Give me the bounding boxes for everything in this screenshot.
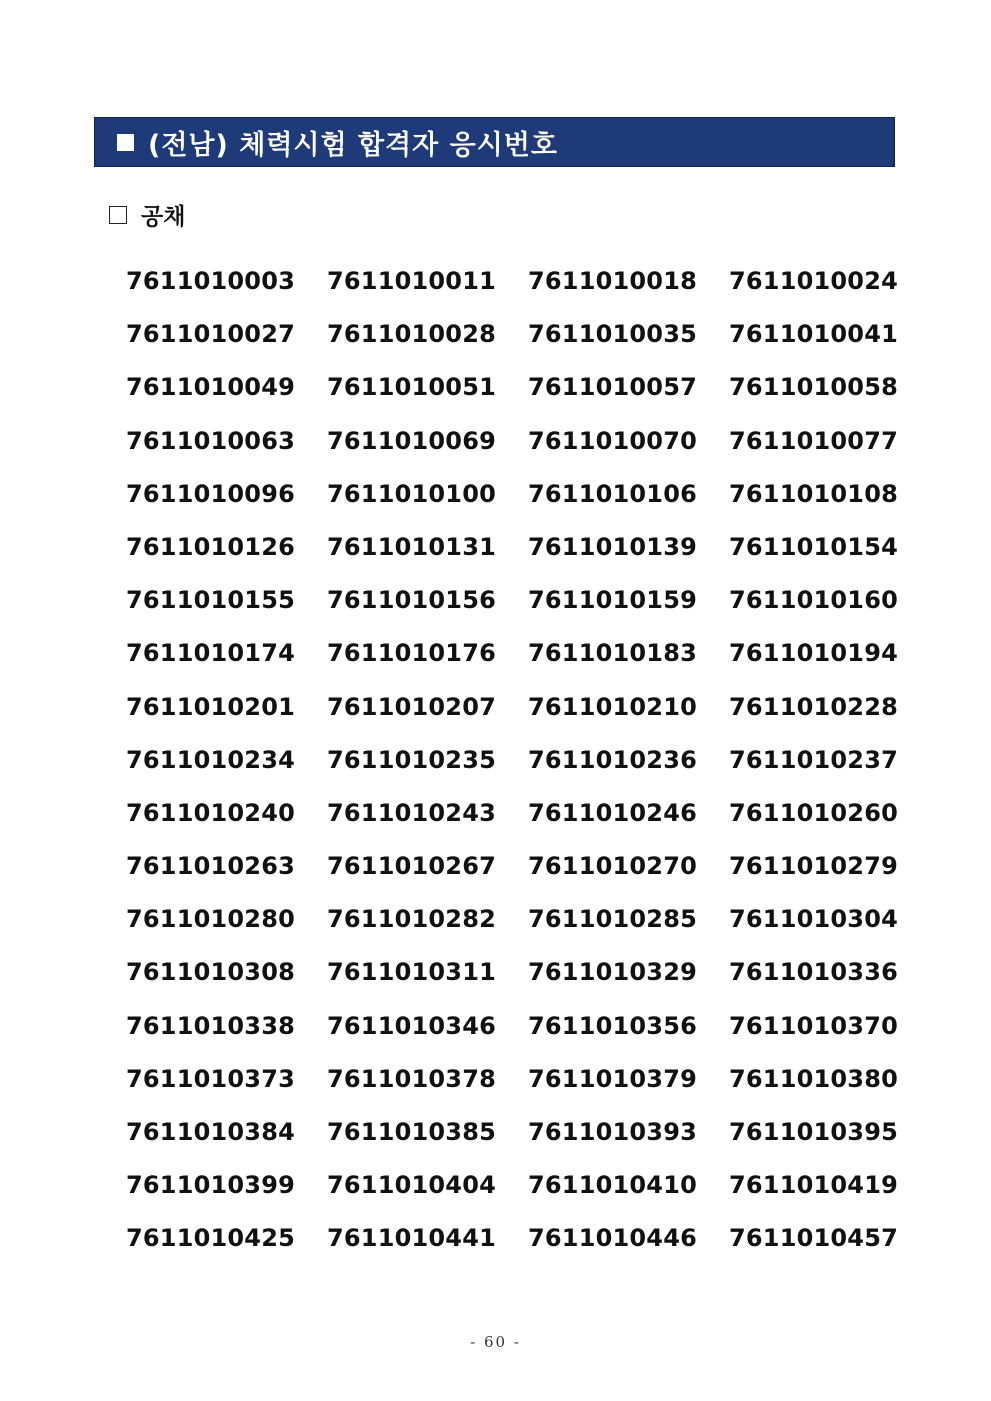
exam-number: 7611010018: [528, 267, 697, 295]
exam-number: 7611010063: [126, 426, 295, 455]
exam-number: 7611010155: [126, 586, 295, 615]
exam-number: 7611010243: [327, 798, 496, 827]
exam-number: 7611010154: [729, 532, 898, 561]
exam-number: 7611010194: [729, 639, 898, 668]
exam-number: 7611010201: [126, 692, 295, 721]
exam-number: 7611010263: [126, 852, 295, 881]
exam-number: 7611010041: [729, 320, 898, 349]
page-number: - 60 -: [470, 1333, 521, 1351]
exam-number: 7611010457: [729, 1224, 898, 1253]
exam-number: 7611010346: [327, 1011, 496, 1040]
exam-number: 7611010139: [528, 532, 697, 561]
exam-number: 7611010024: [729, 267, 898, 295]
section-label: 공채: [141, 204, 186, 230]
exam-number: 7611010280: [126, 905, 295, 934]
exam-number: 7611010027: [126, 320, 295, 349]
exam-number: 7611010160: [729, 586, 898, 615]
exam-number: 7611010425: [126, 1224, 295, 1253]
exam-number: 7611010011: [327, 267, 496, 295]
exam-number: 7611010108: [729, 479, 898, 508]
exam-number: 7611010058: [729, 373, 898, 402]
exam-number: 7611010051: [327, 373, 496, 402]
exam-number: 7611010267: [327, 852, 496, 881]
exam-number: 7611010106: [528, 479, 697, 508]
exam-number: 7611010380: [729, 1064, 898, 1093]
exam-number: 7611010393: [528, 1118, 697, 1146]
exam-number: 7611010336: [729, 958, 898, 987]
exam-number: 7611010069: [327, 426, 496, 455]
exam-number: 7611010373: [126, 1064, 295, 1093]
exam-number: 7611010279: [729, 852, 898, 881]
exam-number: 7611010311: [327, 958, 496, 987]
exam-number: 7611010035: [528, 320, 697, 349]
exam-number: 7611010285: [528, 905, 697, 934]
exam-number: 7611010183: [528, 639, 697, 668]
exam-number: 7611010240: [126, 798, 295, 827]
exam-number: 7611010126: [126, 532, 295, 561]
exam-number: 7611010096: [126, 479, 295, 508]
exam-number: 7611010228: [729, 692, 898, 721]
exam-number: 7611010399: [126, 1171, 295, 1200]
section-heading: [109, 198, 185, 231]
exam-number: 7611010282: [327, 905, 496, 934]
exam-number: 7611010159: [528, 586, 697, 615]
exam-number: 7611010235: [327, 745, 496, 774]
exam-number: 7611010384: [126, 1118, 295, 1146]
exam-number: 7611010260: [729, 798, 898, 827]
exam-number: 7611010028: [327, 320, 496, 349]
page-title: (전남) 체력시험 합격자 응시번호: [148, 129, 558, 161]
exam-number: 7611010131: [327, 532, 496, 561]
exam-number: 7611010356: [528, 1011, 697, 1040]
exam-number-grid: [126, 262, 898, 1273]
exam-number: 7611010237: [729, 745, 898, 774]
exam-number: 7611010385: [327, 1118, 496, 1146]
exam-number: 7611010100: [327, 479, 496, 508]
exam-number: 7611010156: [327, 586, 496, 615]
exam-number: 7611010441: [327, 1224, 496, 1253]
exam-number: 7611010057: [528, 373, 697, 402]
exam-number: 7611010395: [729, 1118, 898, 1146]
exam-number: 7611010370: [729, 1011, 898, 1040]
exam-number: 7611010270: [528, 852, 697, 881]
empty-square-icon: [109, 206, 127, 224]
exam-number: 7611010338: [126, 1011, 295, 1040]
exam-number: 7611010234: [126, 745, 295, 774]
exam-number: 7611010246: [528, 798, 697, 827]
filled-square-icon: [117, 134, 134, 151]
page-title-bar: [94, 117, 895, 167]
exam-number: 7611010003: [126, 267, 295, 295]
exam-number: 7611010077: [729, 426, 898, 455]
exam-number: 7611010446: [528, 1224, 697, 1253]
exam-number: 7611010049: [126, 373, 295, 402]
exam-number: 7611010176: [327, 639, 496, 668]
exam-number: 7611010207: [327, 692, 496, 721]
exam-number: 7611010304: [729, 905, 898, 934]
exam-number: 7611010070: [528, 426, 697, 455]
exam-number: 7611010410: [528, 1171, 697, 1200]
exam-number: 7611010236: [528, 745, 697, 774]
exam-number: 7611010329: [528, 958, 697, 987]
exam-number: 7611010404: [327, 1171, 496, 1200]
exam-number: 7611010419: [729, 1171, 898, 1200]
exam-number: 7611010308: [126, 958, 295, 987]
exam-number: 7611010378: [327, 1064, 496, 1093]
exam-number: 7611010210: [528, 692, 697, 721]
exam-number: 7611010379: [528, 1064, 697, 1093]
exam-number: 7611010174: [126, 639, 295, 668]
